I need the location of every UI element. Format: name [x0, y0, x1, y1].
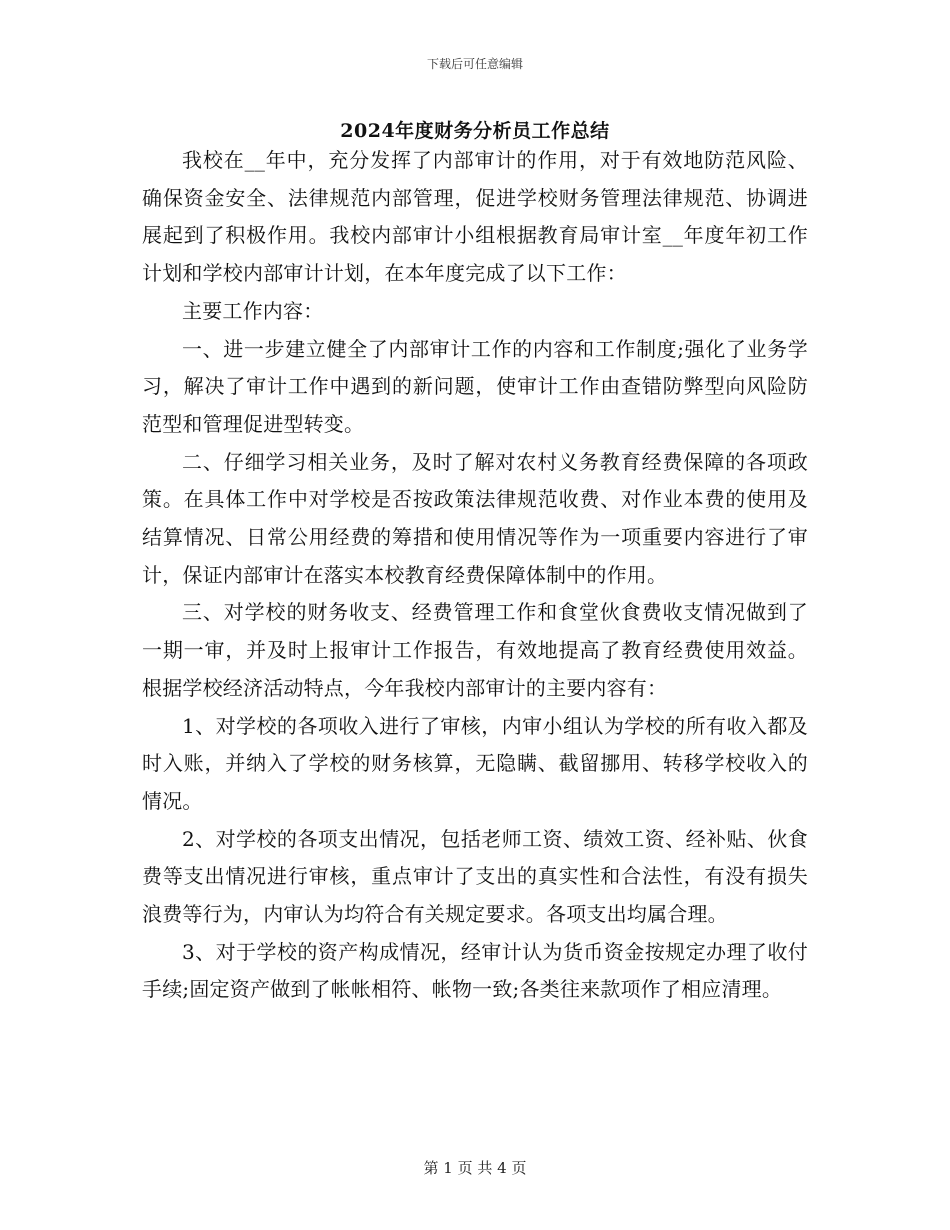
paragraph-subitem-3: 3、对于学校的资产构成情况，经审计认为货币资金按规定办理了收付手续;固定资产做到了帐帐相符、帐物一致;各类往来款项作了相应清理。: [142, 939, 808, 1002]
paragraph-item-3: 三、对学校的财务收支、经费管理工作和食堂伙食费收支情况做到了一期一审，并及时上报审计工作报告，有效地提高了教育经费使用效益。根据学校经济活动特点，今年我校内部审计的主要内容有：: [142, 600, 808, 700]
page-footer: 第 1 页 共 4 页: [423, 1159, 527, 1177]
paragraph-main-content-heading: 主要工作内容：: [182, 298, 324, 323]
document-title: 2024年度财务分析员工作总结: [340, 120, 610, 142]
paragraph-item-2: 二、仔细学习相关业务，及时了解对农村义务教育经费保障的各项政策。在具体工作中对学校是否按政策法律规范收费、对作业本费的使用及结算情况、日常公用经费的筹措和使用情况等作为一项重要内容进行了审计，保证内部审计在落实本校教育经费保障体制中的作用。: [142, 449, 808, 587]
paragraph-subitem-2: 2、对学校的各项支出情况，包括老师工资、绩效工资、经补贴、伙食费等支出情况进行审核，重点审计了支出的真实性和合法性，有没有损失浪费等行为，内审认为均符合有关规定要求。各项支出均属合理。: [142, 826, 808, 927]
header-note: 下载后可任意编辑: [426, 57, 523, 71]
document-body: [142, 142, 808, 1009]
paragraph-intro: 我校在__年中，充分发挥了内部审计的作用，对于有效地防范风险、确保资金安全、法律规范内部管理，促进学校财务管理法律规范、协调进展起到了积极作用。我校内部审计小组根据教育局审计室__年度年初工作计划和学校内部审计计划，在本年度完成了以下工作：: [142, 148, 808, 286]
paragraph-item-1: 一、进一步建立健全了内部审计工作的内容和工作制度;强化了业务学习，解决了审计工作中遇到的新问题，使审计工作由查错防弊型向风险防范型和管理促进型转变。: [142, 336, 808, 436]
paragraph-subitem-1: 1、对学校的各项收入进行了审核，内审小组认为学校的所有收入都及时入账，并纳入了学校的财务核算，无隐瞒、截留挪用、转移学校收入的情况。: [142, 713, 808, 813]
